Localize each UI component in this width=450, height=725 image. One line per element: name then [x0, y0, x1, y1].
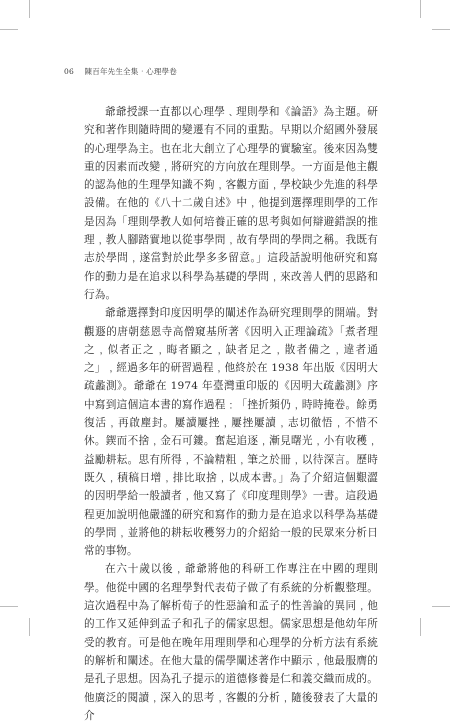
crop-mark-bottom-right-vertical	[420, 618, 421, 636]
crop-mark-bottom-left-horizontal	[0, 606, 18, 607]
paragraph-2: 爺爺選擇對印度因明學的闡述作為研究理則學的開端。對觀遯的唐朝慈恩寺高僧窺基所著《因明入正理論疏》「煮者理之﹐似者正之﹐晦者顯之﹐缺者足之﹐散者備之﹐違者通之」﹐經過多年的研習過程﹐他終於在 1938 年出版《因明大疏蠡測》。爺爺在 1974 年臺灣重印版的《因明大疏蠡測》序中寫到這個這本書的寫作過程﹕「挫折頻仍﹐時時掩卷。餘勇復活﹐再啟塵封。屢讀屢挫﹐屢挫屢讀﹐志切徹悟﹐不惜不休。鍥而不捨﹐金石可鏤。奮起追逐﹐漸見曙光﹐小有收穫﹐益勵耕耘。思有所得﹐不論精粗﹐筆之於冊﹐以待深言。歷時既久﹐積稿日增﹐排比取捨﹐以成本書。」為了介紹這個艱澀的因明學給一般讀者﹐他又寫了《印度理則學》一書。這段過程更加說明他嚴謹的研究和寫作的動力是在追求以科學為基礎的學問﹐並將他的耕耘收穫努力的介紹給一般的民眾來分析日常的事物。	[84, 307, 378, 558]
crop-mark-top-left-horizontal	[0, 29, 18, 30]
paragraph-3: 在六十歲以後﹐爺爺將他的科研工作專注在中國的理則學。他從中國的名理學對代表荀子做了有系統的分析觀整理。這次過程中為了解析荀子的性惡論和孟子的性善論的異同﹐他的工作又延伸到孟子和孔子的儒家思想。儒家思想是他幼年所受的教育。可是他在晚年用理則學和心理學的分析方法有系統的解析和闡述。在他大量的儒學闡述著作中顯示﹐他最服膺的是孔子思想。因為孔子提示的道德修養是仁和義交織而成的。他廣泛的閱讀﹐深入的思考﹐客觀的分析﹐隨後發表了大量的介	[84, 563, 378, 722]
running-title: 陳百年先生全集‧心理學卷	[84, 67, 177, 76]
crop-mark-bottom-left-vertical	[29, 618, 30, 636]
paragraph-1: 爺爺授課一直都以心理學﹑理則學和《論語》為主題。研究和著作則隨時間的變遷有不同的重點。早期以介紹國外發展的心理學為主。也在北大創立了心理學的實驗室。後來因為雙重的因素而改變﹐將研究的方向放在理則學。一方面是他主觀的認為他的生理學知識不夠﹐客觀方面﹐學校缺少先進的科學設備。在他的《八十二歲自述》中﹐他提到選擇理則學的工作是因為「理則學教人如何培養正確的思考與如何辯避錯誤的推理﹐教人腳踏實地以從事學問﹐故有學問的學問之稱。我既有志於學問﹐遂當對於此學多多留意。」這段話說明他研究和寫作的動力是在追求以科學為基礎的學問﹐來改善人們的思路和行為。	[84, 106, 378, 301]
crop-mark-top-left-vertical	[29, 0, 30, 18]
crop-mark-top-right-horizontal	[432, 29, 450, 30]
crop-mark-bottom-right-horizontal	[432, 606, 450, 607]
body-text	[84, 103, 378, 725]
crop-mark-top-right-vertical	[420, 0, 421, 18]
page-number: 06	[64, 67, 74, 76]
running-header	[64, 66, 177, 77]
